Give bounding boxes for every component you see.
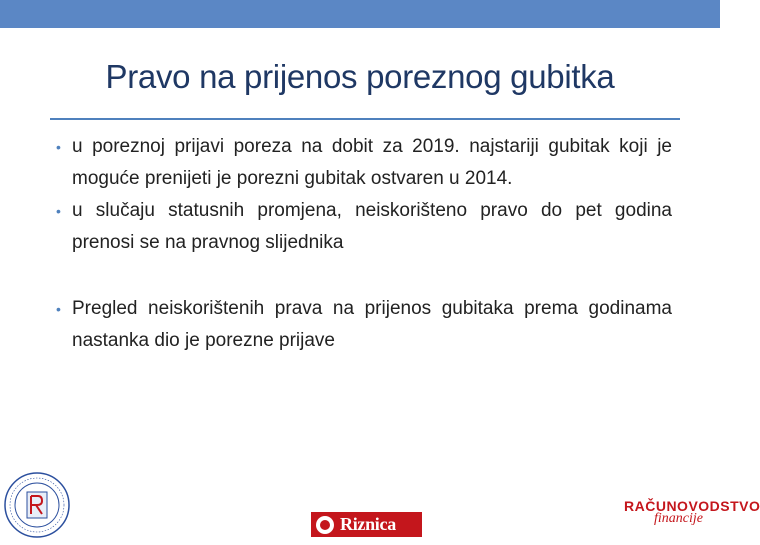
- riznica-logo-text: Riznica: [340, 514, 396, 534]
- slide-title: Pravo na prijenos poreznog gubitka: [105, 58, 615, 95]
- financije-sub-text: financije: [654, 511, 703, 526]
- bullet-list: [56, 131, 672, 357]
- bullet-text: u poreznoj prijavi poreza na dobit za 2019. najstariji gubitak koji je moguće prenijeti je porezni gubitak ostvaren u 2014.: [72, 136, 672, 189]
- bullet-marker: •: [56, 301, 61, 317]
- bullet-text: u slučaju statusnih promjena, neiskorišteno pravo do pet godina prenosi se na pravnog slijednika: [72, 200, 672, 253]
- bullet-text: Pregled neiskorištenih prava na prijenos gubitaka prema godinama nastanka dio je porezne prijave: [72, 298, 672, 351]
- institution-seal-logo: [2, 470, 72, 540]
- bullet-item: [56, 195, 672, 259]
- top-accent-bar: [0, 0, 720, 28]
- bullet-marker: •: [56, 139, 61, 155]
- bullet-item: [56, 293, 672, 357]
- bullet-marker: •: [56, 203, 61, 219]
- riznica-emblem-icon: [316, 516, 334, 534]
- racunovodstvo-brand-text: RAČUNOVODSTVO: [624, 498, 760, 514]
- title-underline: [50, 118, 680, 120]
- bullet-item: [56, 131, 672, 195]
- riznica-logo: [311, 512, 422, 537]
- racunovodstvo-logo: [624, 498, 760, 540]
